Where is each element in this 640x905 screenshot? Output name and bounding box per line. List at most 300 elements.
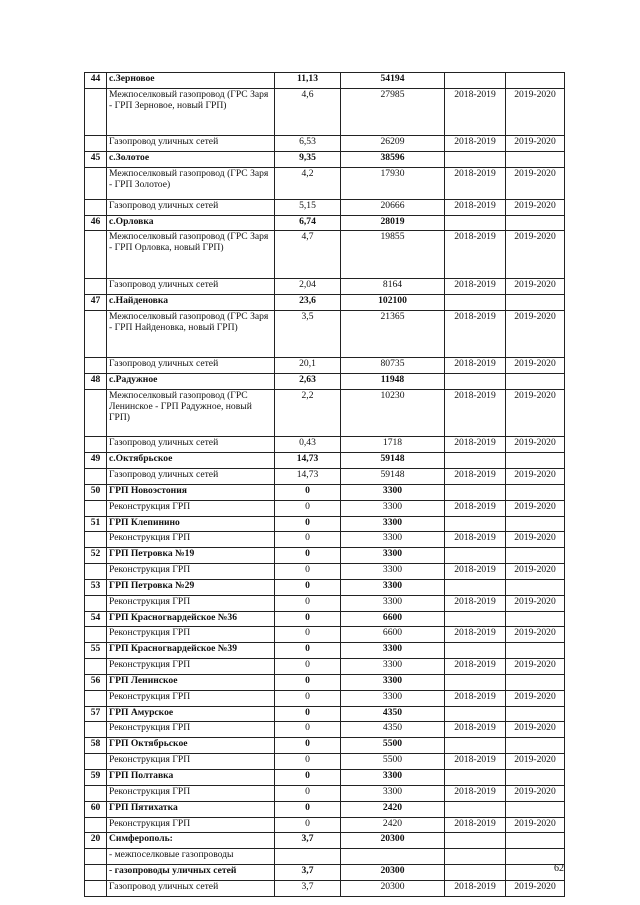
row-period-2: 2019-2020	[506, 785, 565, 801]
row-name: Межпоселковый газопровод (ГРС Заря - ГРП Золотое)	[107, 168, 275, 200]
row-cost: 17930	[341, 168, 445, 200]
row-period-1	[445, 152, 506, 168]
row-number	[85, 690, 107, 706]
row-period-1	[445, 643, 506, 659]
table-section-row	[85, 516, 565, 532]
row-number	[85, 627, 107, 643]
row-name: Реконструкция ГРП	[107, 690, 275, 706]
table-section-row	[85, 770, 565, 786]
row-length: 2,63	[275, 373, 341, 389]
row-cost: 3300	[341, 690, 445, 706]
row-length: 2,04	[275, 278, 341, 294]
row-length: 0	[275, 659, 341, 675]
row-name: ГРП Ленинское	[107, 674, 275, 690]
row-length: 4,6	[275, 88, 341, 136]
row-period-1: 2018-2019	[445, 817, 506, 833]
row-number: 58	[85, 738, 107, 754]
row-number: 53	[85, 579, 107, 595]
row-length: 9,35	[275, 152, 341, 168]
row-name: Реконструкция ГРП	[107, 564, 275, 580]
row-period-2	[506, 579, 565, 595]
row-cost: 4350	[341, 722, 445, 738]
row-name: Симферополь:	[107, 833, 275, 849]
row-period-1: 2018-2019	[445, 785, 506, 801]
row-period-2: 2019-2020	[506, 231, 565, 279]
row-length: 20,1	[275, 358, 341, 374]
row-cost: 3300	[341, 484, 445, 500]
row-name: с.Зерновое	[107, 73, 275, 89]
row-length: 0	[275, 722, 341, 738]
row-period-2: 2019-2020	[506, 468, 565, 484]
row-name: ГРП Красногвардейское №39	[107, 643, 275, 659]
row-cost: 2420	[341, 801, 445, 817]
row-length: 23,6	[275, 294, 341, 310]
row-number	[85, 500, 107, 516]
row-period-1: 2018-2019	[445, 627, 506, 643]
row-number	[85, 437, 107, 453]
row-cost: 3300	[341, 579, 445, 595]
row-cost: 10230	[341, 389, 445, 437]
row-name: Межпоселковый газопровод (ГРС Заря - ГРП Орловка, новый ГРП)	[107, 231, 275, 279]
table-section-row	[85, 674, 565, 690]
row-number	[85, 785, 107, 801]
row-cost: 26209	[341, 136, 445, 152]
row-cost: 20666	[341, 199, 445, 215]
row-length: 0	[275, 706, 341, 722]
table-row	[85, 310, 565, 358]
row-cost: 3300	[341, 785, 445, 801]
row-cost: 54194	[341, 73, 445, 89]
table-row	[85, 437, 565, 453]
row-cost: 3300	[341, 595, 445, 611]
row-period-1	[445, 294, 506, 310]
row-period-2	[506, 770, 565, 786]
row-period-2	[506, 215, 565, 231]
row-cost: 3300	[341, 500, 445, 516]
table-row	[85, 231, 565, 279]
row-period-2: 2019-2020	[506, 627, 565, 643]
row-length: 0	[275, 785, 341, 801]
row-length: 0	[275, 754, 341, 770]
row-number	[85, 310, 107, 358]
table-row	[85, 389, 565, 437]
row-period-1: 2018-2019	[445, 88, 506, 136]
row-period-1	[445, 833, 506, 849]
row-period-2	[506, 373, 565, 389]
row-period-2	[506, 833, 565, 849]
row-number: 56	[85, 674, 107, 690]
table-row	[85, 358, 565, 374]
row-length: 0	[275, 595, 341, 611]
table-section-row	[85, 453, 565, 469]
row-name: ГРП Клепинино	[107, 516, 275, 532]
row-number	[85, 595, 107, 611]
table-section-row	[85, 294, 565, 310]
row-number	[85, 88, 107, 136]
row-number	[85, 358, 107, 374]
row-period-1: 2018-2019	[445, 168, 506, 200]
row-cost: 20300	[341, 865, 445, 881]
row-number: 54	[85, 611, 107, 627]
row-period-2: 2019-2020	[506, 722, 565, 738]
row-length: 0	[275, 674, 341, 690]
row-length: 5,15	[275, 199, 341, 215]
row-name: Газопровод уличных сетей	[107, 437, 275, 453]
table-row	[85, 722, 565, 738]
row-cost: 8164	[341, 278, 445, 294]
row-name: с.Октябрьское	[107, 453, 275, 469]
table-row	[85, 199, 565, 215]
row-number	[85, 278, 107, 294]
row-number	[85, 754, 107, 770]
row-cost: 19855	[341, 231, 445, 279]
table-section-row	[85, 643, 565, 659]
row-period-2: 2019-2020	[506, 532, 565, 548]
row-period-2: 2019-2020	[506, 659, 565, 675]
row-cost: 102100	[341, 294, 445, 310]
table-section-row	[85, 215, 565, 231]
row-length: 6,74	[275, 215, 341, 231]
row-period-1	[445, 801, 506, 817]
row-period-2	[506, 674, 565, 690]
row-number: 50	[85, 484, 107, 500]
row-length: 14,73	[275, 453, 341, 469]
table-row	[85, 88, 565, 136]
gas-pipeline-table	[84, 72, 565, 897]
row-name: Межпоселковый газопровод (ГРС Ленинское - ГРП Радужное, новый ГРП)	[107, 389, 275, 437]
row-name: Реконструкция ГРП	[107, 722, 275, 738]
row-length: 0	[275, 801, 341, 817]
table-row	[85, 659, 565, 675]
row-period-2	[506, 548, 565, 564]
row-period-2	[506, 484, 565, 500]
row-cost: 4350	[341, 706, 445, 722]
row-name: Реконструкция ГРП	[107, 595, 275, 611]
row-cost: 3300	[341, 532, 445, 548]
row-cost: 27985	[341, 88, 445, 136]
row-number: 57	[85, 706, 107, 722]
row-number	[85, 468, 107, 484]
table-row	[85, 278, 565, 294]
table-section-row	[85, 484, 565, 500]
row-cost: 38596	[341, 152, 445, 168]
row-number	[85, 231, 107, 279]
row-name: - межпоселковые газопроводы	[107, 849, 275, 865]
row-period-1	[445, 215, 506, 231]
row-length: 0	[275, 516, 341, 532]
row-period-1: 2018-2019	[445, 437, 506, 453]
row-name: Реконструкция ГРП	[107, 754, 275, 770]
row-length: 4,7	[275, 231, 341, 279]
row-number: 20	[85, 833, 107, 849]
row-name: Реконструкция ГРП	[107, 627, 275, 643]
row-number	[85, 136, 107, 152]
row-cost: 2420	[341, 817, 445, 833]
row-length: 0,43	[275, 437, 341, 453]
table-section-row	[85, 73, 565, 89]
row-period-1: 2018-2019	[445, 754, 506, 770]
row-cost: 11948	[341, 373, 445, 389]
row-period-2	[506, 152, 565, 168]
row-period-1: 2018-2019	[445, 500, 506, 516]
row-period-1	[445, 706, 506, 722]
row-cost: 3300	[341, 564, 445, 580]
row-name: ГРП Новоэстония	[107, 484, 275, 500]
row-period-2	[506, 453, 565, 469]
table-section-row	[85, 548, 565, 564]
row-period-1	[445, 738, 506, 754]
row-cost: 21365	[341, 310, 445, 358]
row-period-2: 2019-2020	[506, 168, 565, 200]
table-section-row	[85, 738, 565, 754]
table-section-row	[85, 579, 565, 595]
row-period-2: 2019-2020	[506, 437, 565, 453]
row-number: 45	[85, 152, 107, 168]
row-cost: 3300	[341, 516, 445, 532]
row-length: 2,2	[275, 389, 341, 437]
row-period-1	[445, 516, 506, 532]
table-row	[85, 849, 565, 865]
row-period-1	[445, 865, 506, 881]
row-cost: 6600	[341, 611, 445, 627]
row-period-2: 2019-2020	[506, 278, 565, 294]
table-row	[85, 532, 565, 548]
row-number	[85, 817, 107, 833]
row-number	[85, 199, 107, 215]
row-period-2: 2019-2020	[506, 564, 565, 580]
row-period-2: 2019-2020	[506, 136, 565, 152]
row-length: 3,5	[275, 310, 341, 358]
row-period-1	[445, 73, 506, 89]
row-period-2: 2019-2020	[506, 817, 565, 833]
row-period-2	[506, 738, 565, 754]
table-row	[85, 627, 565, 643]
row-name: с.Радужное	[107, 373, 275, 389]
row-period-2: 2019-2020	[506, 88, 565, 136]
row-cost: 20300	[341, 833, 445, 849]
table-row	[85, 595, 565, 611]
row-number	[85, 659, 107, 675]
row-name: с.Орловка	[107, 215, 275, 231]
table-row	[85, 136, 565, 152]
row-period-1: 2018-2019	[445, 199, 506, 215]
row-period-1: 2018-2019	[445, 358, 506, 374]
row-period-1	[445, 453, 506, 469]
row-length: 0	[275, 611, 341, 627]
row-period-2: 2019-2020	[506, 389, 565, 437]
row-cost: 3300	[341, 643, 445, 659]
row-period-1	[445, 579, 506, 595]
row-cost	[341, 849, 445, 865]
row-period-1: 2018-2019	[445, 532, 506, 548]
row-period-2	[506, 801, 565, 817]
table-section-row	[85, 611, 565, 627]
row-period-2: 2019-2020	[506, 880, 565, 896]
row-name: ГРП Октябрьское	[107, 738, 275, 754]
row-number: 46	[85, 215, 107, 231]
row-period-1: 2018-2019	[445, 595, 506, 611]
row-cost: 59148	[341, 468, 445, 484]
row-number: 44	[85, 73, 107, 89]
row-number: 51	[85, 516, 107, 532]
row-period-1: 2018-2019	[445, 722, 506, 738]
row-period-1	[445, 849, 506, 865]
row-cost: 5500	[341, 754, 445, 770]
row-name: ГРП Петровка №19	[107, 548, 275, 564]
row-period-2: 2019-2020	[506, 690, 565, 706]
row-number	[85, 849, 107, 865]
row-length: 3,7	[275, 865, 341, 881]
row-cost: 20300	[341, 880, 445, 896]
row-name: Межпоселковый газопровод (ГРС Заря - ГРП Найденовка, новый ГРП)	[107, 310, 275, 358]
row-number: 49	[85, 453, 107, 469]
table-row	[85, 754, 565, 770]
row-period-1	[445, 674, 506, 690]
page-number: 62	[554, 863, 564, 874]
row-cost: 3300	[341, 659, 445, 675]
row-length: 6,53	[275, 136, 341, 152]
row-period-1: 2018-2019	[445, 231, 506, 279]
table-section-row	[85, 833, 565, 849]
row-length: 0	[275, 500, 341, 516]
row-length: 0	[275, 738, 341, 754]
row-number	[85, 532, 107, 548]
row-period-2	[506, 294, 565, 310]
table-row	[85, 880, 565, 896]
row-name: с.Золотое	[107, 152, 275, 168]
row-cost: 6600	[341, 627, 445, 643]
row-name: Реконструкция ГРП	[107, 817, 275, 833]
row-cost: 3300	[341, 674, 445, 690]
row-cost: 80735	[341, 358, 445, 374]
row-name: Газопровод уличных сетей	[107, 880, 275, 896]
row-length: 0	[275, 548, 341, 564]
row-cost: 3300	[341, 548, 445, 564]
row-period-1: 2018-2019	[445, 278, 506, 294]
row-length: 0	[275, 817, 341, 833]
row-number	[85, 880, 107, 896]
row-name: Газопровод уличных сетей	[107, 358, 275, 374]
row-cost: 1718	[341, 437, 445, 453]
table-section-row	[85, 373, 565, 389]
row-number	[85, 564, 107, 580]
row-period-2	[506, 706, 565, 722]
row-length: 0	[275, 579, 341, 595]
row-number: 55	[85, 643, 107, 659]
row-name: Реконструкция ГРП	[107, 532, 275, 548]
row-name: ГРП Петровка №29	[107, 579, 275, 595]
row-period-1: 2018-2019	[445, 880, 506, 896]
row-name: с.Найденовка	[107, 294, 275, 310]
row-length: 0	[275, 770, 341, 786]
table-row	[85, 564, 565, 580]
row-name: Газопровод уличных сетей	[107, 468, 275, 484]
row-period-1: 2018-2019	[445, 136, 506, 152]
row-length: 3,7	[275, 880, 341, 896]
row-number: 60	[85, 801, 107, 817]
table-row	[85, 865, 565, 881]
row-number	[85, 722, 107, 738]
row-length: 0	[275, 643, 341, 659]
table-section-row	[85, 152, 565, 168]
row-name: - газопроводы уличных сетей	[107, 865, 275, 881]
row-name: Реконструкция ГРП	[107, 785, 275, 801]
row-name: ГРП Полтавка	[107, 770, 275, 786]
table-section-row	[85, 706, 565, 722]
row-length: 0	[275, 532, 341, 548]
row-cost: 28019	[341, 215, 445, 231]
row-name: Газопровод уличных сетей	[107, 136, 275, 152]
table-section-row	[85, 801, 565, 817]
row-period-2	[506, 73, 565, 89]
row-period-2	[506, 643, 565, 659]
row-length: 11,13	[275, 73, 341, 89]
row-period-1: 2018-2019	[445, 389, 506, 437]
row-period-1	[445, 373, 506, 389]
row-period-2: 2019-2020	[506, 595, 565, 611]
table-body	[85, 73, 565, 897]
row-period-1: 2018-2019	[445, 468, 506, 484]
row-number: 52	[85, 548, 107, 564]
row-period-2: 2019-2020	[506, 310, 565, 358]
row-name: Межпоселковый газопровод (ГРС Заря - ГРП Зерновое, новый ГРП)	[107, 88, 275, 136]
row-name: Газопровод уличных сетей	[107, 278, 275, 294]
row-name: Газопровод уличных сетей	[107, 199, 275, 215]
row-period-1	[445, 770, 506, 786]
table-row	[85, 817, 565, 833]
row-period-2	[506, 516, 565, 532]
row-name: Реконструкция ГРП	[107, 500, 275, 516]
row-period-1	[445, 548, 506, 564]
row-cost: 5500	[341, 738, 445, 754]
table-row	[85, 500, 565, 516]
row-number	[85, 168, 107, 200]
table-row	[85, 168, 565, 200]
row-number: 59	[85, 770, 107, 786]
row-number: 47	[85, 294, 107, 310]
row-period-1: 2018-2019	[445, 564, 506, 580]
row-period-1: 2018-2019	[445, 690, 506, 706]
row-period-2: 2019-2020	[506, 500, 565, 516]
row-cost: 59148	[341, 453, 445, 469]
table-row	[85, 690, 565, 706]
row-name: Реконструкция ГРП	[107, 659, 275, 675]
row-period-1	[445, 484, 506, 500]
row-length: 0	[275, 690, 341, 706]
row-period-1: 2018-2019	[445, 310, 506, 358]
row-name: ГРП Пятихатка	[107, 801, 275, 817]
row-period-2: 2019-2020	[506, 754, 565, 770]
row-length: 0	[275, 564, 341, 580]
row-period-2: 2019-2020	[506, 199, 565, 215]
row-length: 4,2	[275, 168, 341, 200]
table-row	[85, 785, 565, 801]
row-number: 48	[85, 373, 107, 389]
row-number	[85, 389, 107, 437]
row-period-2	[506, 611, 565, 627]
row-name: ГРП Амурское	[107, 706, 275, 722]
row-length: 0	[275, 484, 341, 500]
row-length: 14,73	[275, 468, 341, 484]
row-length: 3,7	[275, 833, 341, 849]
row-cost: 3300	[341, 770, 445, 786]
row-length: 0	[275, 627, 341, 643]
table-row	[85, 468, 565, 484]
row-number	[85, 865, 107, 881]
row-period-2: 2019-2020	[506, 358, 565, 374]
row-period-1: 2018-2019	[445, 659, 506, 675]
row-name: ГРП Красногвардейское №36	[107, 611, 275, 627]
